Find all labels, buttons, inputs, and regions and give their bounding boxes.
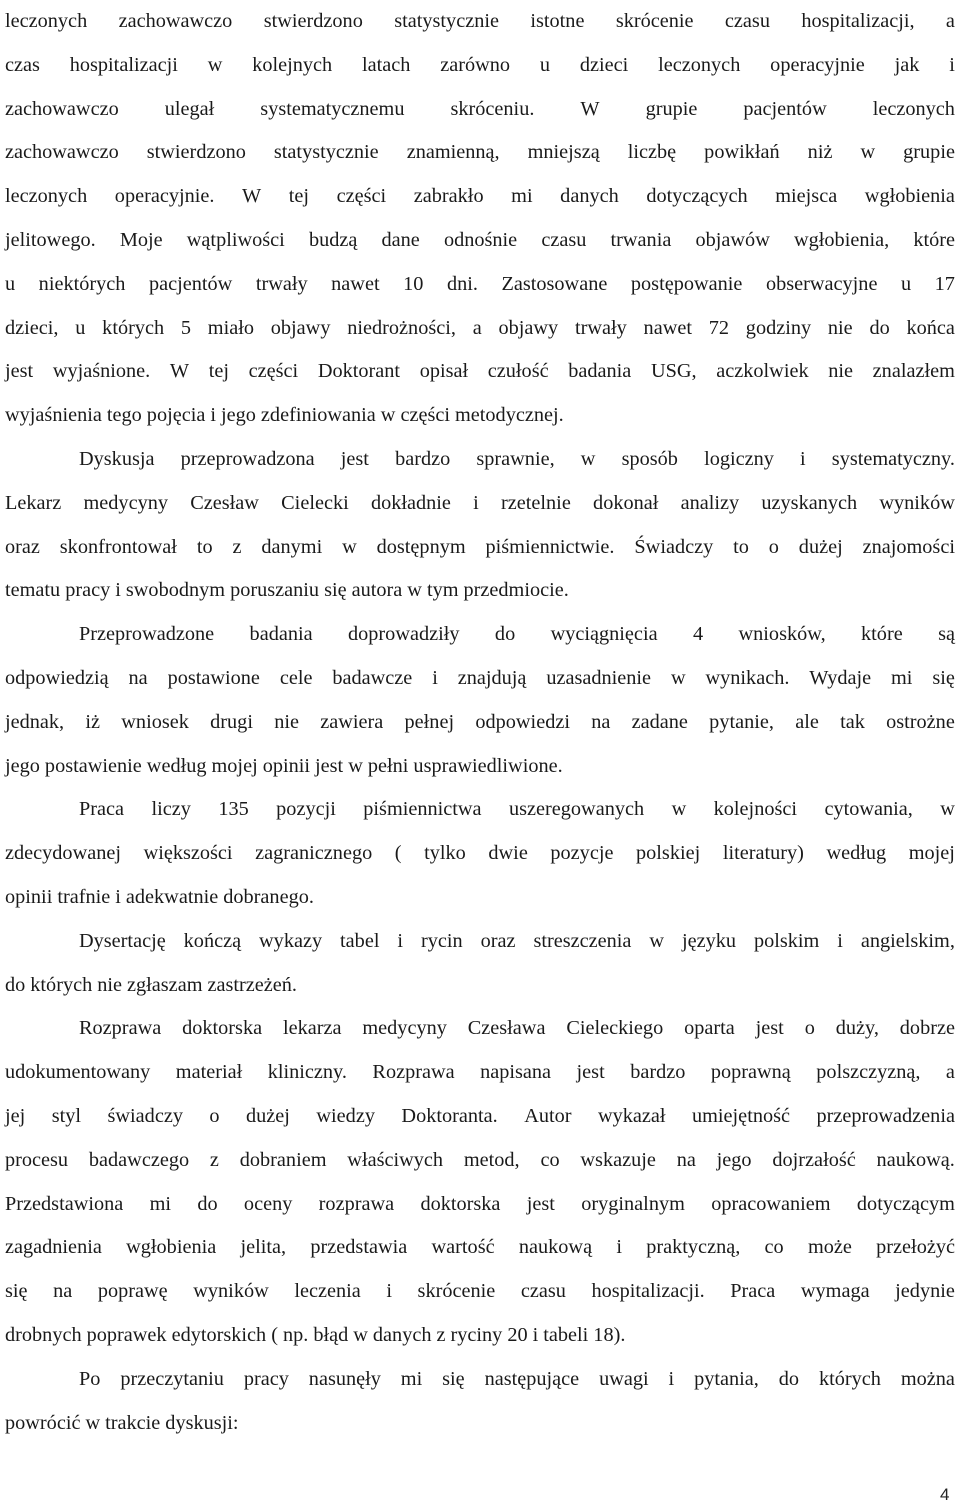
text-line: zdecydowanej większości zagranicznego ( tylko dwie pozycje polskiej literatury) według mojej bbox=[5, 842, 955, 865]
text-line: zachowawczo ulegał systematycznemu skróceniu. W grupie pacjentów leczonych bbox=[5, 97, 955, 120]
text-line: dzieci, u których 5 miało objawy niedrożności, a objawy trwały nawet 72 godziny nie do końca bbox=[5, 316, 955, 339]
text-line: czas hospitalizacji w kolejnych latach zarówno u dzieci leczonych operacyjnie jak i bbox=[5, 53, 955, 76]
text-line: wyjaśnienia tego pojęcia i jego zdefiniowania w części metodycznej. bbox=[5, 404, 564, 427]
text-line: Przedstawiona mi do oceny rozprawa doktorska jest oryginalnym opracowaniem dotyczącym bbox=[5, 1192, 955, 1215]
text-line: leczonych operacyjnie. W tej części zabrakło mi danych dotyczących miejsca wgłobienia bbox=[5, 185, 955, 208]
text-line: jelitowego. Moje wątpliwości budzą dane odnośnie czasu trwania objawów wgłobienia, które bbox=[5, 228, 955, 251]
text-line: do których nie zgłaszam zastrzeżeń. bbox=[5, 973, 297, 996]
text-line: jednak, iż wniosek drugi nie zawiera pełnej odpowiedzi na zadane pytanie, ale tak ostrożne bbox=[5, 710, 955, 733]
text-line: odpowiedzią na postawione cele badawcze i znajdują uzasadnienie w wynikach. Wydaje mi się bbox=[5, 666, 955, 689]
text-line: tematu pracy i swobodnym poruszaniu się autora w tym przedmiocie. bbox=[5, 579, 569, 602]
text-line: drobnych poprawek edytorskich ( np. błąd w danych z ryciny 20 i tabeli 18). bbox=[5, 1323, 626, 1346]
text-line: powrócić w trakcie dyskusji: bbox=[5, 1411, 239, 1434]
text-line: Dyskusja przeprowadzona jest bardzo sprawnie, w sposób logiczny i systematyczny. bbox=[79, 447, 955, 470]
text-line: się na poprawę wyników leczenia i skrócenie czasu hospitalizacji. Praca wymaga jedynie bbox=[5, 1280, 955, 1303]
text-line: zagadnienia wgłobienia jelita, przedstawia wartość naukową i praktyczną, co może przełożyć bbox=[5, 1236, 955, 1259]
text-line: Lekarz medycyny Czesław Cielecki dokładnie i rzetelnie dokonał analizy uzyskanych wyników bbox=[5, 491, 955, 514]
text-line: Praca liczy 135 pozycji piśmiennictwa uszeregowanych w kolejności cytowania, w bbox=[79, 798, 955, 821]
text-line: procesu badawczego z dobraniem właściwych metod, co wskazuje na jego dojrzałość naukową. bbox=[5, 1148, 955, 1171]
text-line: opinii trafnie i adekwatnie dobranego. bbox=[5, 885, 314, 908]
document-page bbox=[5, 0, 955, 1445]
text-line: leczonych zachowawczo stwierdzono statystycznie istotne skrócenie czasu hospitalizacji, a bbox=[5, 10, 955, 32]
text-line: jest wyjaśnione. W tej części Doktorant opisał czułość badania USG, aczkolwiek nie znalazłem bbox=[5, 360, 955, 383]
text-line: jej styl świadczy o dużej wiedzy Doktoranta. Autor wykazał umiejętność przeprowadzenia bbox=[5, 1104, 955, 1127]
text-line: oraz skonfrontował to z danymi w dostępnym piśmiennictwie. Świadczy to o dużej znajomości bbox=[5, 535, 955, 558]
text-line: Przeprowadzone badania doprowadziły do wyciągnięcia 4 wniosków, które są bbox=[79, 623, 955, 646]
text-line: Dysertację kończą wykazy tabel i rycin oraz streszczenia w języku polskim i angielskim, bbox=[79, 929, 955, 952]
text-line: udokumentowany materiał kliniczny. Rozprawa napisana jest bardzo poprawną polszczyzną, a bbox=[5, 1061, 955, 1084]
text-line: Rozprawa doktorska lekarza medycyny Czesława Cieleckiego oparta jest o duży, dobrze bbox=[79, 1017, 955, 1040]
text-line: zachowawczo stwierdzono statystycznie znamienną, mniejszą liczbę powikłań niż w grupie bbox=[5, 141, 955, 164]
text-line: Po przeczytaniu pracy nasunęły mi się następujące uwagi i pytania, do których można bbox=[79, 1367, 955, 1390]
text-line: u niektórych pacjentów trwały nawet 10 dni. Zastosowane postępowanie obserwacyjne u 17 bbox=[5, 272, 955, 295]
page-number: 4 bbox=[940, 1485, 950, 1504]
text-line: jego postawienie według mojej opinii jest w pełni usprawiedliwione. bbox=[5, 754, 563, 777]
